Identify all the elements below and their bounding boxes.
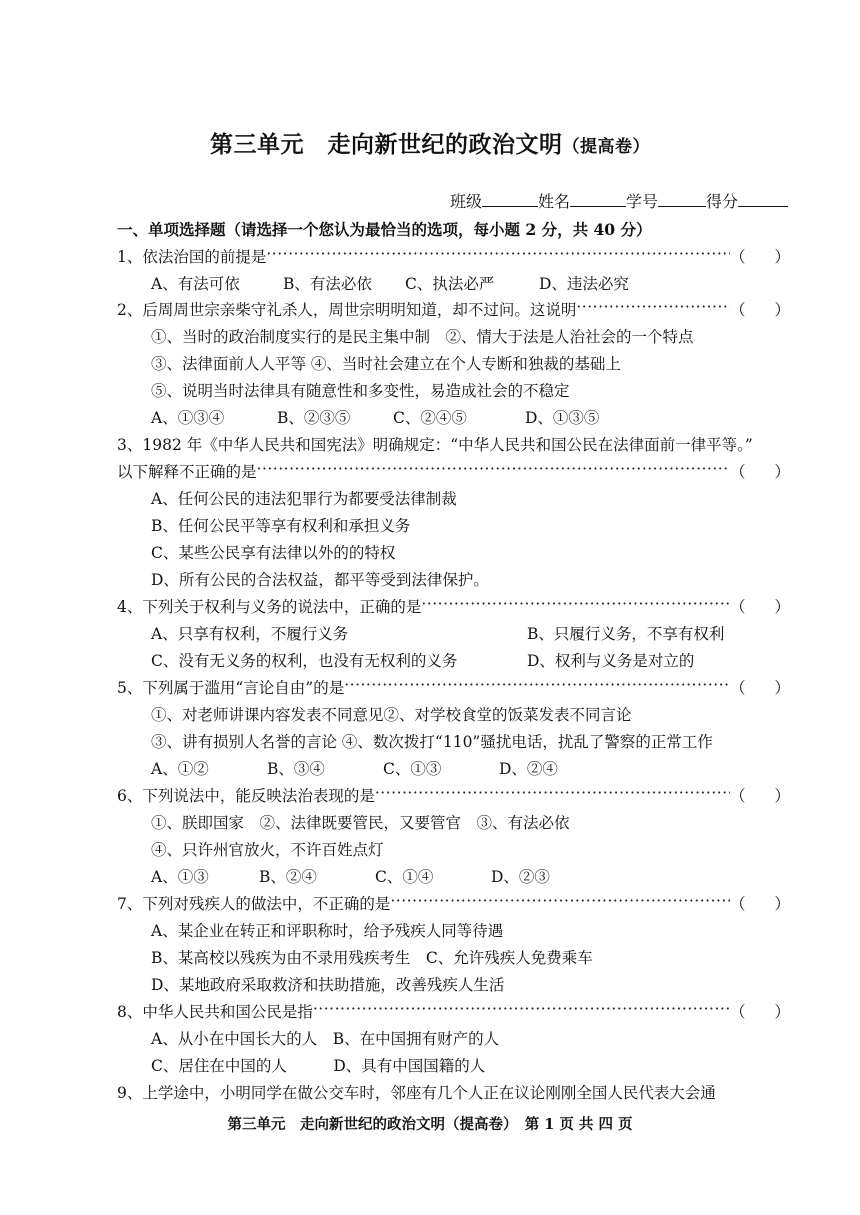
question-6 (117, 784, 790, 806)
statement: ①、当时的政治制度实行的是民主集中制 ②、情大于法是人治社会的一个特点 (151, 328, 694, 346)
option[interactable]: A、只享有权利，不履行义务 (151, 625, 349, 643)
section-heading: 一、单项选择题（请选择一个您认为最恰当的选项，每小题 2 分，共 40 分） (117, 220, 652, 239)
option[interactable]: D、违法必究 (539, 275, 629, 293)
title-main: 第三单元 走向新世纪的政治文明 (210, 131, 563, 158)
question-stem: 7、下列对残疾人的做法中，不正确的是 (117, 895, 391, 913)
option[interactable]: A、①③④ (151, 409, 225, 427)
question-3-stem: 3、1982 年《中华人民共和国宪法》明确规定：“中华人民共和国公民在法律面前一律平等。” (117, 436, 753, 454)
answer-blank[interactable]: （ ） (730, 679, 790, 697)
leader-dots (576, 298, 730, 320)
option[interactable]: B、③④ (267, 760, 325, 778)
name-label: 姓名 (537, 192, 570, 211)
option[interactable]: A、任何公民的违法犯罪行为都要受法律制裁 (151, 490, 457, 508)
option[interactable]: A、某企业在转正和评职称时，给予残疾人同等待遇 (151, 922, 504, 940)
question-3 (117, 460, 790, 482)
statement: ④、只许州官放火，不许百姓点灯 (151, 841, 384, 859)
option[interactable]: B、②④ (259, 868, 317, 886)
id-label: 学号 (625, 192, 658, 211)
option[interactable]: C、执法必严 (405, 275, 495, 293)
answer-blank[interactable]: （ ） (730, 1003, 790, 1021)
leader-dots (390, 892, 730, 914)
leader-dots (257, 460, 730, 482)
question-stem: 5、下列属于滥用“言论自由”的是 (117, 679, 345, 697)
score-label: 得分 (705, 192, 738, 211)
answer-blank[interactable]: （ ） (730, 463, 790, 481)
question-stem: 4、下列关于权利与义务的说法中，正确的是 (117, 598, 422, 616)
class-label: 班级 (449, 192, 482, 211)
options-row (151, 272, 790, 294)
options-row (151, 622, 790, 644)
name-blank[interactable] (570, 192, 626, 207)
class-blank[interactable] (482, 192, 538, 207)
leader-dots (375, 784, 730, 806)
title-sub: （提高卷） (562, 137, 650, 157)
question-stem: 2、后周周世宗亲柴守礼杀人，周世宗明明知道，却不过问。这说明 (117, 301, 577, 319)
page-title (0, 126, 860, 159)
option[interactable]: A、有法可依 (151, 275, 240, 293)
options-row (151, 757, 790, 779)
options-row (151, 649, 790, 671)
statement: ①、朕即国家 ②、法律既要管民，又要管官 ③、有法必依 (151, 814, 570, 832)
option[interactable]: D、②④ (499, 760, 558, 778)
option[interactable]: D、①③⑤ (525, 409, 600, 427)
option[interactable]: B、任何公民平等享有权利和承担义务 (151, 517, 411, 535)
score-blank[interactable] (738, 192, 788, 207)
question-4 (117, 595, 790, 617)
question-5 (117, 676, 790, 698)
option[interactable]: B、某高校以残疾为由不录用残疾考生 C、允许残疾人免费乘车 (151, 949, 593, 967)
question-9-stem: 9、上学途中，小明同学在做公交车时，邻座有几个人正在议论刚刚全国人民代表大会通 (117, 1084, 716, 1102)
options-row (151, 406, 790, 428)
option[interactable]: D、所有公民的合法权益，都平等受到法律保护。 (151, 571, 489, 589)
question-7 (117, 892, 790, 914)
option[interactable]: A、①③ (151, 868, 209, 886)
option[interactable]: C、②④⑤ (393, 409, 467, 427)
answer-blank[interactable]: （ ） (730, 248, 790, 266)
leader-dots (421, 595, 730, 617)
option[interactable]: C、①④ (375, 868, 434, 886)
question-stem: 6、下列说法中，能反映法治表现的是 (117, 787, 375, 805)
answer-blank[interactable]: （ ） (730, 787, 790, 805)
question-stem: 1、依法治国的前提是 (117, 248, 267, 266)
leader-dots (313, 1000, 730, 1022)
statement: ①、对老师讲课内容发表不同意见②、对学校食堂的饭菜发表不同言论 (151, 706, 632, 724)
option[interactable]: B、有法必依 (283, 275, 372, 293)
question-1 (117, 245, 790, 267)
question-stem: 8、中华人民共和国公民是指 (117, 1003, 313, 1021)
option[interactable]: A、从小在中国长大的人 B、在中国拥有财产的人 (151, 1030, 500, 1048)
statement: ③、法律面前人人平等 ④、当时社会建立在个人专断和独裁的基础上 (151, 355, 621, 373)
options-row (151, 865, 790, 887)
answer-blank[interactable]: （ ） (730, 598, 790, 616)
leader-dots (344, 676, 730, 698)
option[interactable]: C、①③ (383, 760, 442, 778)
leader-dots (266, 245, 730, 267)
answer-blank[interactable]: （ ） (730, 895, 790, 913)
option[interactable]: B、②③⑤ (277, 409, 351, 427)
option[interactable]: D、②③ (491, 868, 550, 886)
option[interactable]: D、权利与义务是对立的 (527, 652, 695, 670)
option[interactable]: C、某些公民享有法律以外的的特权 (151, 544, 396, 562)
option[interactable]: D、某地政府采取救济和扶助措施，改善残疾人生活 (151, 976, 505, 994)
option[interactable]: C、居住在中国的人 D、具有中国国籍的人 (151, 1057, 486, 1075)
statement: ③、讲有损别人名誉的言论 ④、数次拨打“110”骚扰电话，扰乱了警察的正常工作 (151, 733, 713, 751)
student-info (450, 189, 788, 212)
option[interactable]: C、没有无义务的权利，也没有无权利的义务 (151, 652, 458, 670)
id-blank[interactable] (658, 192, 706, 207)
page-footer: 第三单元 走向新世纪的政治文明（提高卷） 第 1 页 共 四 页 (227, 1116, 633, 1133)
question-8 (117, 1000, 790, 1022)
option[interactable]: B、只履行义务，不享有权利 (527, 625, 725, 643)
statement: ⑤、说明当时法律具有随意性和多变性，易造成社会的不稳定 (151, 382, 570, 400)
answer-blank[interactable]: （ ） (730, 301, 790, 319)
question-stem: 以下解释不正确的是 (117, 463, 257, 481)
question-2 (117, 298, 790, 320)
option[interactable]: A、①② (151, 760, 209, 778)
